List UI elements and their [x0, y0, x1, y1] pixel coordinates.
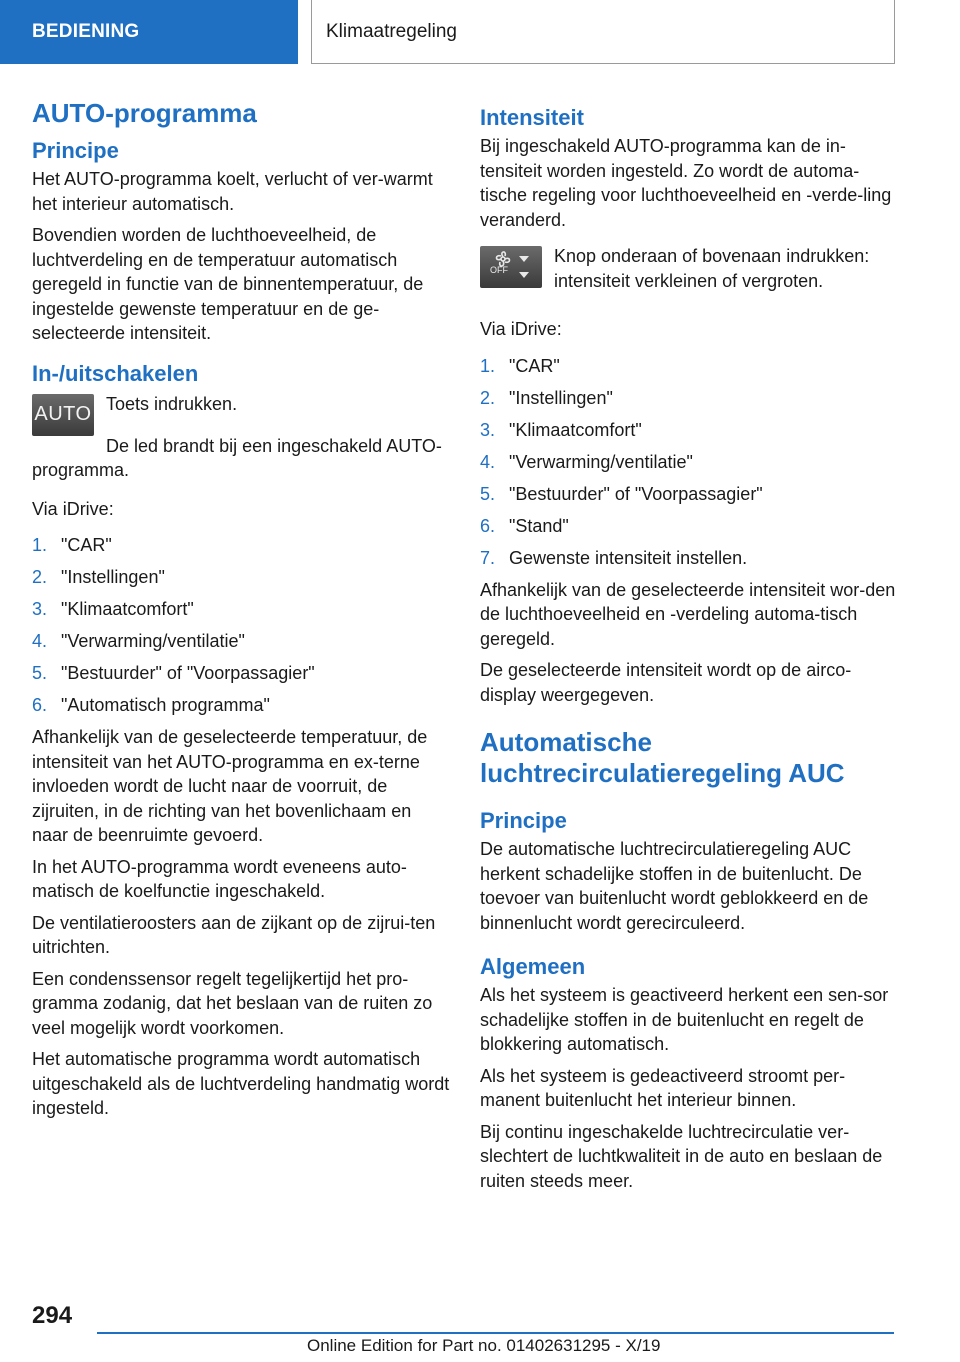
intensity-paragraph-2: Afhankelijk van de geselecteerde intensiteit wor-den de luchthoeveelheid en -verdeling automa-tisch geregeld. — [480, 579, 896, 649]
left-paragraph-3: Afhankelijk van de geselecteerde temperatuur, de intensiteit van het AUTO-programma en ex-terne invloeden wordt de lucht naar de voorruit, de zijruiten, in de richting van het bovenlichaam en naar de beenruimte gevoerd. — [32, 727, 428, 845]
principe-paragraph-1: Het AUTO-programma koelt, verlucht of ver-warmt het interieur automatisch. — [32, 169, 433, 214]
list-item-text: Gewenste intensiteit instellen. — [509, 547, 748, 568]
switch-paragraph-2: De led brandt bij een ingeschakeld AUTO-programma. — [32, 435, 442, 480]
list-item-number: 1. — [480, 355, 496, 376]
list-item-text: "Stand" — [509, 515, 569, 536]
intensity-paragraph-3: De geselecteerde intensiteit wordt op de airco-display weergegeven. — [480, 660, 852, 705]
list-item-text: "Instellingen" — [61, 567, 165, 587]
auc-title: Automatische luchtrecirculatieregeling AUC — [480, 727, 845, 788]
auc-principe-paragraph: De automatische luchtrecirculatieregeling AUC herkent schadelijke stoffen in de buitenlucht. De toevoer van buitenlucht wordt geblokkeerd en de binnenlucht wordt gerecirculeerd. — [480, 839, 869, 933]
list-item-number: 7. — [480, 547, 496, 568]
switch-heading: In-/uitschakelen — [32, 360, 199, 386]
right-idrive-label: Via iDrive: — [480, 319, 562, 339]
list-item — [32, 533, 450, 558]
list-item-text: "Verwarming/ventilatie" — [61, 631, 245, 651]
list-item-text: "CAR" — [509, 355, 560, 376]
list-item-text: "Bestuurder" of "Voorpassagier" — [61, 663, 315, 683]
list-item — [480, 514, 900, 539]
fan-button-paragraph: Knop onderaan of bovenaan indrukken: intensiteit verkleinen of vergroten. — [554, 246, 870, 291]
list-item — [32, 629, 450, 654]
intensity-paragraph-1: Bij ingeschakeld AUTO-programma kan de in-tensiteit worden ingesteld. Zo wordt de automa-tische regeling voor luchthoeveelheid en -verde-ling veranderd. — [480, 136, 892, 230]
list-item — [480, 546, 900, 571]
header-section-label: BEDIENING — [32, 21, 140, 42]
idrive-label: Via iDrive: — [32, 498, 114, 519]
list-item — [480, 482, 900, 507]
footer-edition: Online Edition for Part no. 01402631295 - X/19 — [307, 1336, 661, 1355]
algemeen-paragraph-3: Bij continu ingeschakelde luchtrecirculatie ver-slechtert de luchtkwaliteit in de auto en beslaan de ruiten steeds meer. — [480, 1121, 883, 1191]
list-item — [32, 597, 450, 622]
list-item-number: 4. — [32, 631, 48, 651]
list-item-number: 4. — [480, 451, 496, 472]
list-item-number: 2. — [32, 567, 48, 587]
algemeen-heading: Algemeen — [480, 954, 586, 979]
left-paragraph-7: Het automatische programma wordt automatisch uitgeschakeld als de luchtverdeling handmatig wordt ingesteld. — [32, 1049, 450, 1118]
principe-paragraph-2: Bovendien worden de luchthoeveelheid, de luchtverdeling en de temperatuur automatisch geregeld in functie van de binnentemperatuur, de ingestelde gewenste temperatuur en de ge-selecteerde intensiteit. — [32, 225, 424, 343]
list-item-number: 5. — [480, 483, 496, 504]
list-item — [480, 354, 900, 379]
list-item — [32, 693, 450, 718]
intensity-heading: Intensiteit — [480, 105, 584, 130]
list-item-number: 6. — [480, 515, 496, 536]
page-number: 294 — [32, 1302, 73, 1329]
list-item — [480, 418, 900, 443]
algemeen-paragraph-1: Als het systeem is geactiveerd herkent een sen-sor schadelijke stoffen in de buitenlucht en regelt de blokkering automatisch. — [480, 985, 889, 1054]
left-paragraph-5: De ventilatieroosters aan de zijkant op de zijrui-ten uitrichten. — [32, 912, 436, 957]
auto-program-title: AUTO-programma — [32, 98, 257, 128]
list-item-text: "Bestuurder" of "Voorpassagier" — [509, 483, 763, 504]
switch-paragraph-1: Toets indrukken. — [106, 393, 238, 414]
principe-heading: Principe — [32, 138, 119, 163]
header-chapter-label: Klimaatregeling — [326, 20, 457, 42]
list-item-number: 3. — [480, 419, 496, 440]
list-item-number: 6. — [32, 695, 48, 715]
fan-icon-off-label: OFF — [490, 265, 508, 275]
left-paragraph-6: Een condenssensor regelt tegelijkertijd het pro-gramma zodanig, dat het beslaan van de ruiten zo veel mogelijk wordt voorkomen. — [32, 968, 433, 1038]
list-item-number: 3. — [32, 599, 48, 619]
auto-button-icon-label: AUTO — [34, 403, 92, 425]
header-chapter-tab — [311, 0, 895, 64]
list-item-text: "Klimaatcomfort" — [509, 419, 642, 440]
right-column — [480, 98, 900, 1200]
fan-button-row — [480, 244, 900, 299]
list-item-text: "CAR" — [61, 535, 112, 555]
list-item-text: "Klimaatcomfort" — [61, 599, 194, 619]
auto-button-row — [32, 392, 450, 436]
list-item — [480, 386, 900, 411]
list-item-number: 5. — [32, 663, 48, 683]
list-item-text: "Instellingen" — [509, 387, 613, 408]
algemeen-paragraph-2: Als het systeem is gedeactiveerd stroomt per-manent buitenlucht het interieur binnen. — [480, 1065, 846, 1110]
footer-rule — [97, 1332, 894, 1334]
list-item-number: 1. — [32, 535, 48, 555]
header-section-tab — [0, 0, 298, 64]
list-item-text: "Automatisch programma" — [61, 695, 270, 715]
auto-button-icon — [32, 394, 94, 436]
left-steps-list — [32, 533, 450, 718]
left-paragraph-4: In het AUTO-programma wordt eveneens auto-matisch de koelfunctie ingeschakeld. — [32, 856, 407, 901]
left-column — [32, 98, 450, 1128]
right-steps-list — [480, 354, 900, 571]
list-item-number: 2. — [480, 387, 496, 408]
list-item — [32, 661, 450, 686]
list-item-text: "Verwarming/ventilatie" — [509, 451, 693, 472]
list-item — [32, 565, 450, 590]
list-item — [480, 450, 900, 475]
auc-principe-heading: Principe — [480, 808, 567, 833]
